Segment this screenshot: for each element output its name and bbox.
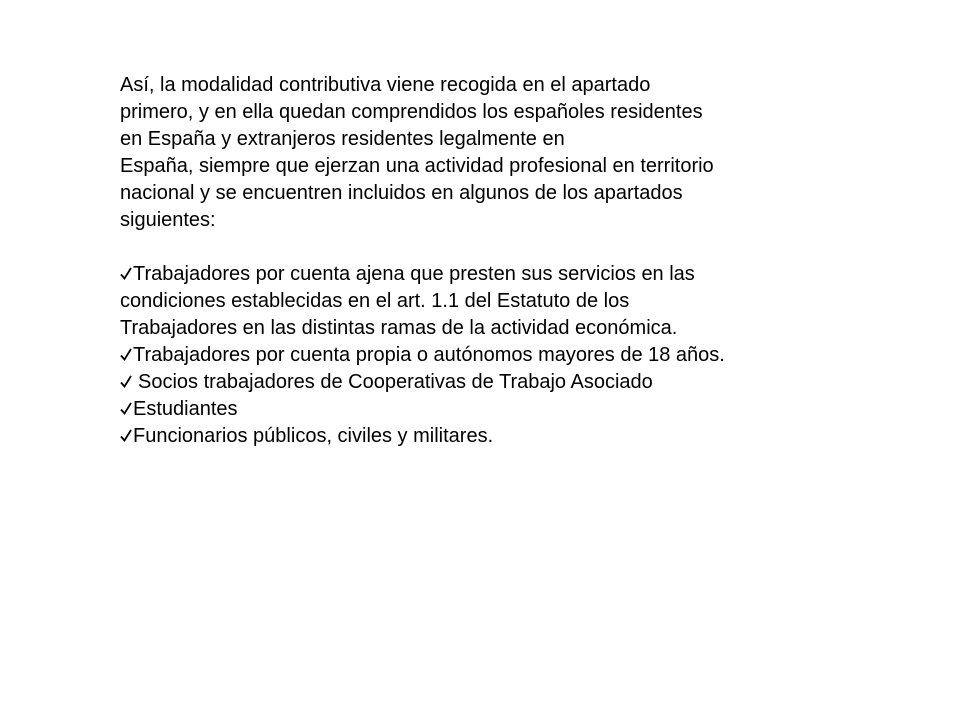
- list-item-text: Socios trabajadores de Cooperativas de Trabajo Asociado: [138, 371, 653, 393]
- checkmark-icon: [120, 428, 132, 443]
- list-item-text: Trabajadores en las distintas ramas de la actividad económica.: [120, 317, 678, 339]
- checkmark-icon: [120, 266, 132, 281]
- checkmark-icon: [120, 401, 132, 416]
- checkmark-icon: [120, 347, 132, 362]
- paragraph-line: siguientes:: [120, 209, 216, 231]
- paragraph-line: nacional y se encuentren incluidos en algunos de los apartados: [120, 182, 683, 204]
- list-item: [120, 423, 850, 450]
- slide-content: [120, 72, 850, 450]
- list-item: [120, 261, 850, 342]
- list-item-text: Estudiantes: [133, 398, 238, 420]
- checklist: [120, 261, 850, 450]
- checkmark-icon: [120, 374, 132, 389]
- paragraph-line: España, siempre que ejerzan una actividad profesional en territorio: [120, 155, 714, 177]
- list-item-text: Funcionarios públicos, civiles y militares.: [133, 425, 494, 447]
- paragraph-spacer: [120, 234, 850, 261]
- list-item: [120, 369, 850, 396]
- list-item-text: Trabajadores por cuenta ajena que presten sus servicios en las: [133, 263, 695, 285]
- paragraph-line: en España y extranjeros residentes legalmente en: [120, 128, 565, 150]
- list-item-text: Trabajadores por cuenta propia o autónomos mayores de 18 años.: [133, 344, 725, 366]
- paragraph-line: primero, y en ella quedan comprendidos los españoles residentes: [120, 101, 703, 123]
- intro-paragraph: [120, 72, 850, 234]
- paragraph-line: Así, la modalidad contributiva viene recogida en el apartado: [120, 74, 651, 96]
- list-item: [120, 396, 850, 423]
- list-item: [120, 342, 850, 369]
- list-item-text: condiciones establecidas en el art. 1.1 del Estatuto de los: [120, 290, 630, 312]
